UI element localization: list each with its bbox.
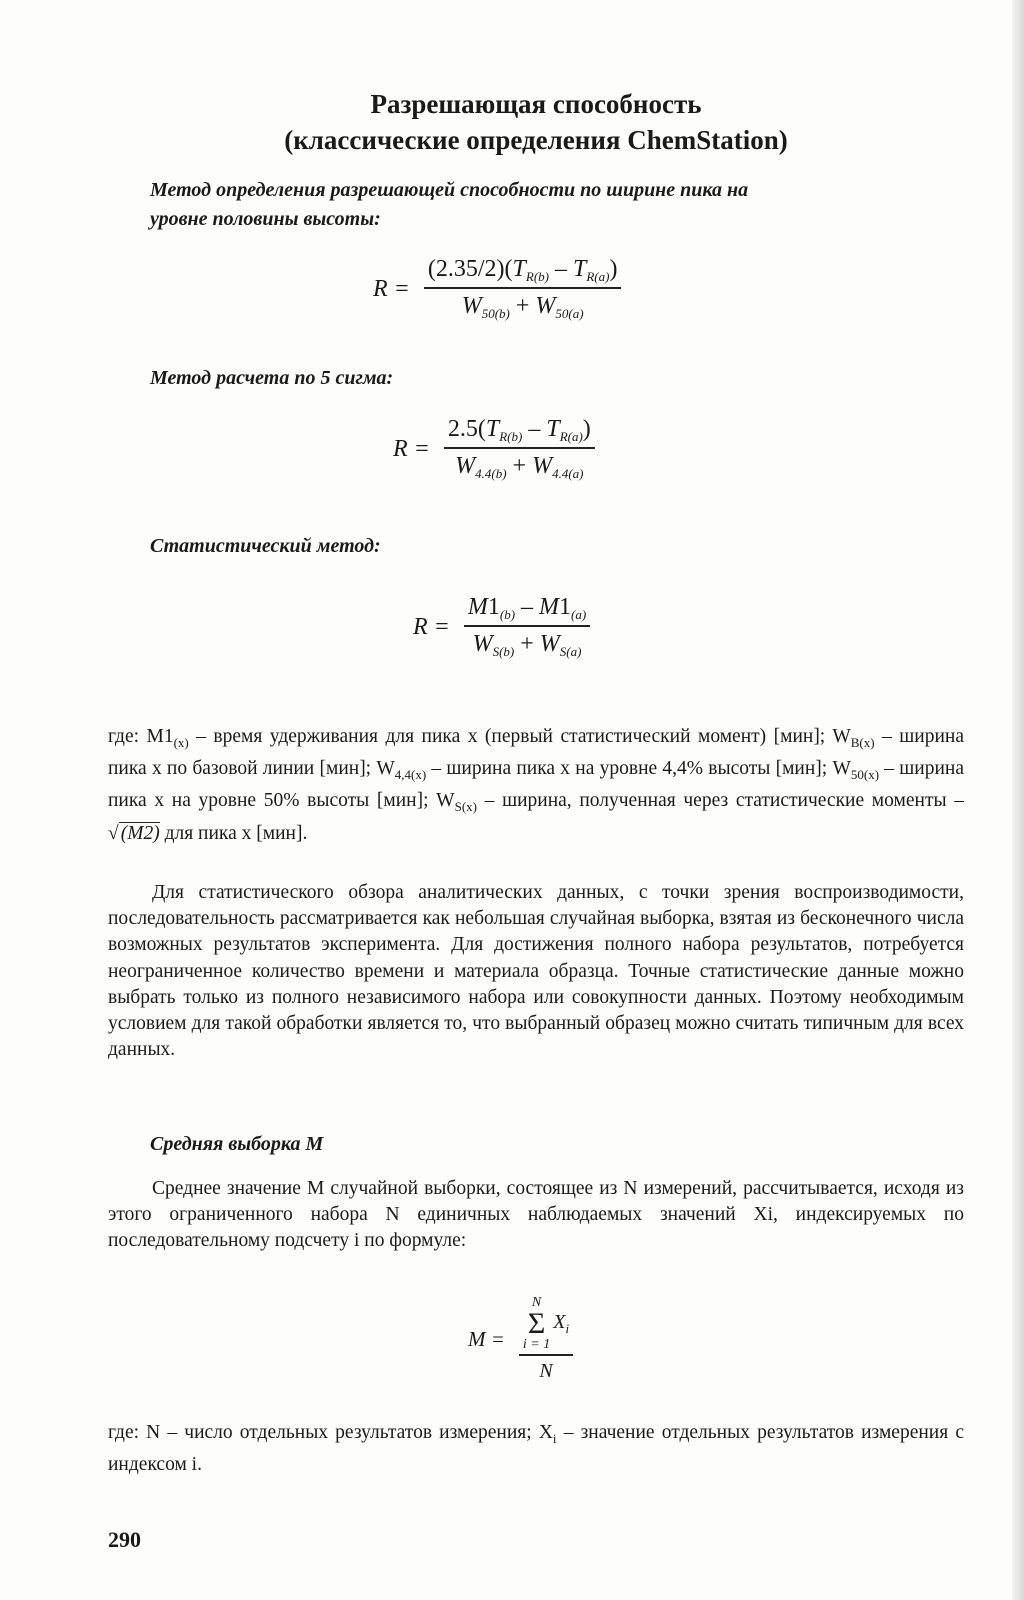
definitions-text-4: – ширина пика x на уровне 4,4% высоты [мин]; W <box>426 758 851 780</box>
definitions-text-6: – ширина, полученная через статистические моменты – <box>476 790 964 812</box>
page-number: 290 <box>108 1527 141 1552</box>
paragraph-statistical-review <box>108 880 964 1063</box>
page-title-line-1: Разрешающая способность <box>370 89 702 119</box>
section-heading-fwhm <box>150 176 748 234</box>
fraction-denominator: N <box>539 1360 553 1382</box>
section-heading-statistical: Статистический метод: <box>150 535 381 557</box>
fraction-denominator: $W_{S(b)} + W_{S(a)}$ <box>472 631 582 659</box>
definitions-sub-4: 50(x) <box>850 767 880 783</box>
definitions-sub-3: 4,4(x) <box>394 767 427 783</box>
fraction-numerator: N Σ i = 1 $X_i$ <box>522 1295 570 1352</box>
fraction-numerator: $M1_{(b)} - M1_{(a)}$ <box>467 594 587 622</box>
definitions-text-3: – ширина пика x по базовой линии [мин]; W <box>108 726 964 780</box>
page-edge <box>1012 0 1024 1600</box>
paragraph-mean-text: Среднее значение M случайной выборки, состоящее из N измерений, рассчитывается, исходя из этого ограниченного набора N единичных наблюдаемых значений Xi, индексируемых по последовательному подсчету i по формуле: <box>108 1178 964 1252</box>
sqrt-radicand: (M2) <box>120 822 160 844</box>
section-heading-fwhm-line-2: уровне половины высоты: <box>150 208 381 230</box>
definitions-text-5: – ширина пика x на уровне 50% высоты [мин]; W <box>108 758 964 812</box>
formula-mean <box>468 1296 573 1383</box>
formula-lhs: M = <box>468 1327 505 1351</box>
definitions-sub-1: (x) <box>173 735 189 750</box>
final-definitions-text-1: где: N – число отдельных результатов измерения; X <box>108 1422 553 1443</box>
final-definitions-text-2: – значение отдельных результатов измерения с индексом i. <box>108 1422 964 1476</box>
fraction <box>464 594 590 660</box>
formula-lhs: R = <box>373 275 410 302</box>
final-definitions-sub-1: i <box>552 1431 557 1446</box>
fraction-denominator: $W_{50(b)} + W_{50(a)}$ <box>461 293 584 321</box>
section-heading-5sigma: Метод расчета по 5 сигма: <box>150 367 394 389</box>
fraction <box>519 1296 573 1383</box>
sum-sign: N Σ i = 1 <box>522 1295 551 1352</box>
fraction-numerator: $(2.35/2)(T_{R(b)} - T_{R(a)})$ <box>427 256 618 284</box>
definitions-text-7: для пика x [мин]. <box>159 822 308 844</box>
formula-statistical <box>413 594 590 660</box>
formula-lhs: R = <box>393 435 430 462</box>
section-heading-mean: Средняя выборка M <box>150 1133 324 1155</box>
fraction <box>444 416 595 482</box>
sqrt-m2: √ (M2) <box>108 822 160 844</box>
paragraph-mean <box>108 1176 964 1255</box>
definitions-sub-5: S(x) <box>454 799 477 815</box>
final-definitions-paragraph <box>108 1420 964 1478</box>
paragraph-statistical-review-text: Для статистического обзора аналитических данных, с точки зрения воспроизводимости, последовательность рассматривается как небольшая случайная выборка, взятая из бесконечного числа возможных результатов эксперимента. Для достижения полного набора результатов, потребуется неограниченное количество времени и материала образца. Точные статистические данные можно выбрать только из полного независимого набора или совокупности данных. Поэтому необходимым условием для такой обработки является то, что выбранный образец можно считать типичным для всех данных. <box>108 882 964 1061</box>
definitions-text-1: где: M1 <box>108 726 174 747</box>
fraction-denominator: $W_{4.4(b)} + W_{4.4(a)}$ <box>455 453 584 481</box>
definitions-sub-2: B(x) <box>850 735 875 750</box>
formula-lhs: R = <box>413 613 450 640</box>
definitions-text-2: – время удерживания для пика x (первый статистический момент) [мин]; W <box>188 726 851 747</box>
page-title-line-2: (классические определения ChemStation) <box>284 125 788 155</box>
fraction-numerator: $2.5(T_{R(b)} - T_{R(a)})$ <box>447 416 591 444</box>
formula-5sigma <box>393 416 595 482</box>
definitions-paragraph <box>108 724 964 847</box>
section-heading-fwhm-line-1: Метод определения разрешающей способности по ширине пика на <box>150 179 749 201</box>
fraction <box>424 256 622 322</box>
formula-fwhm <box>373 256 621 322</box>
